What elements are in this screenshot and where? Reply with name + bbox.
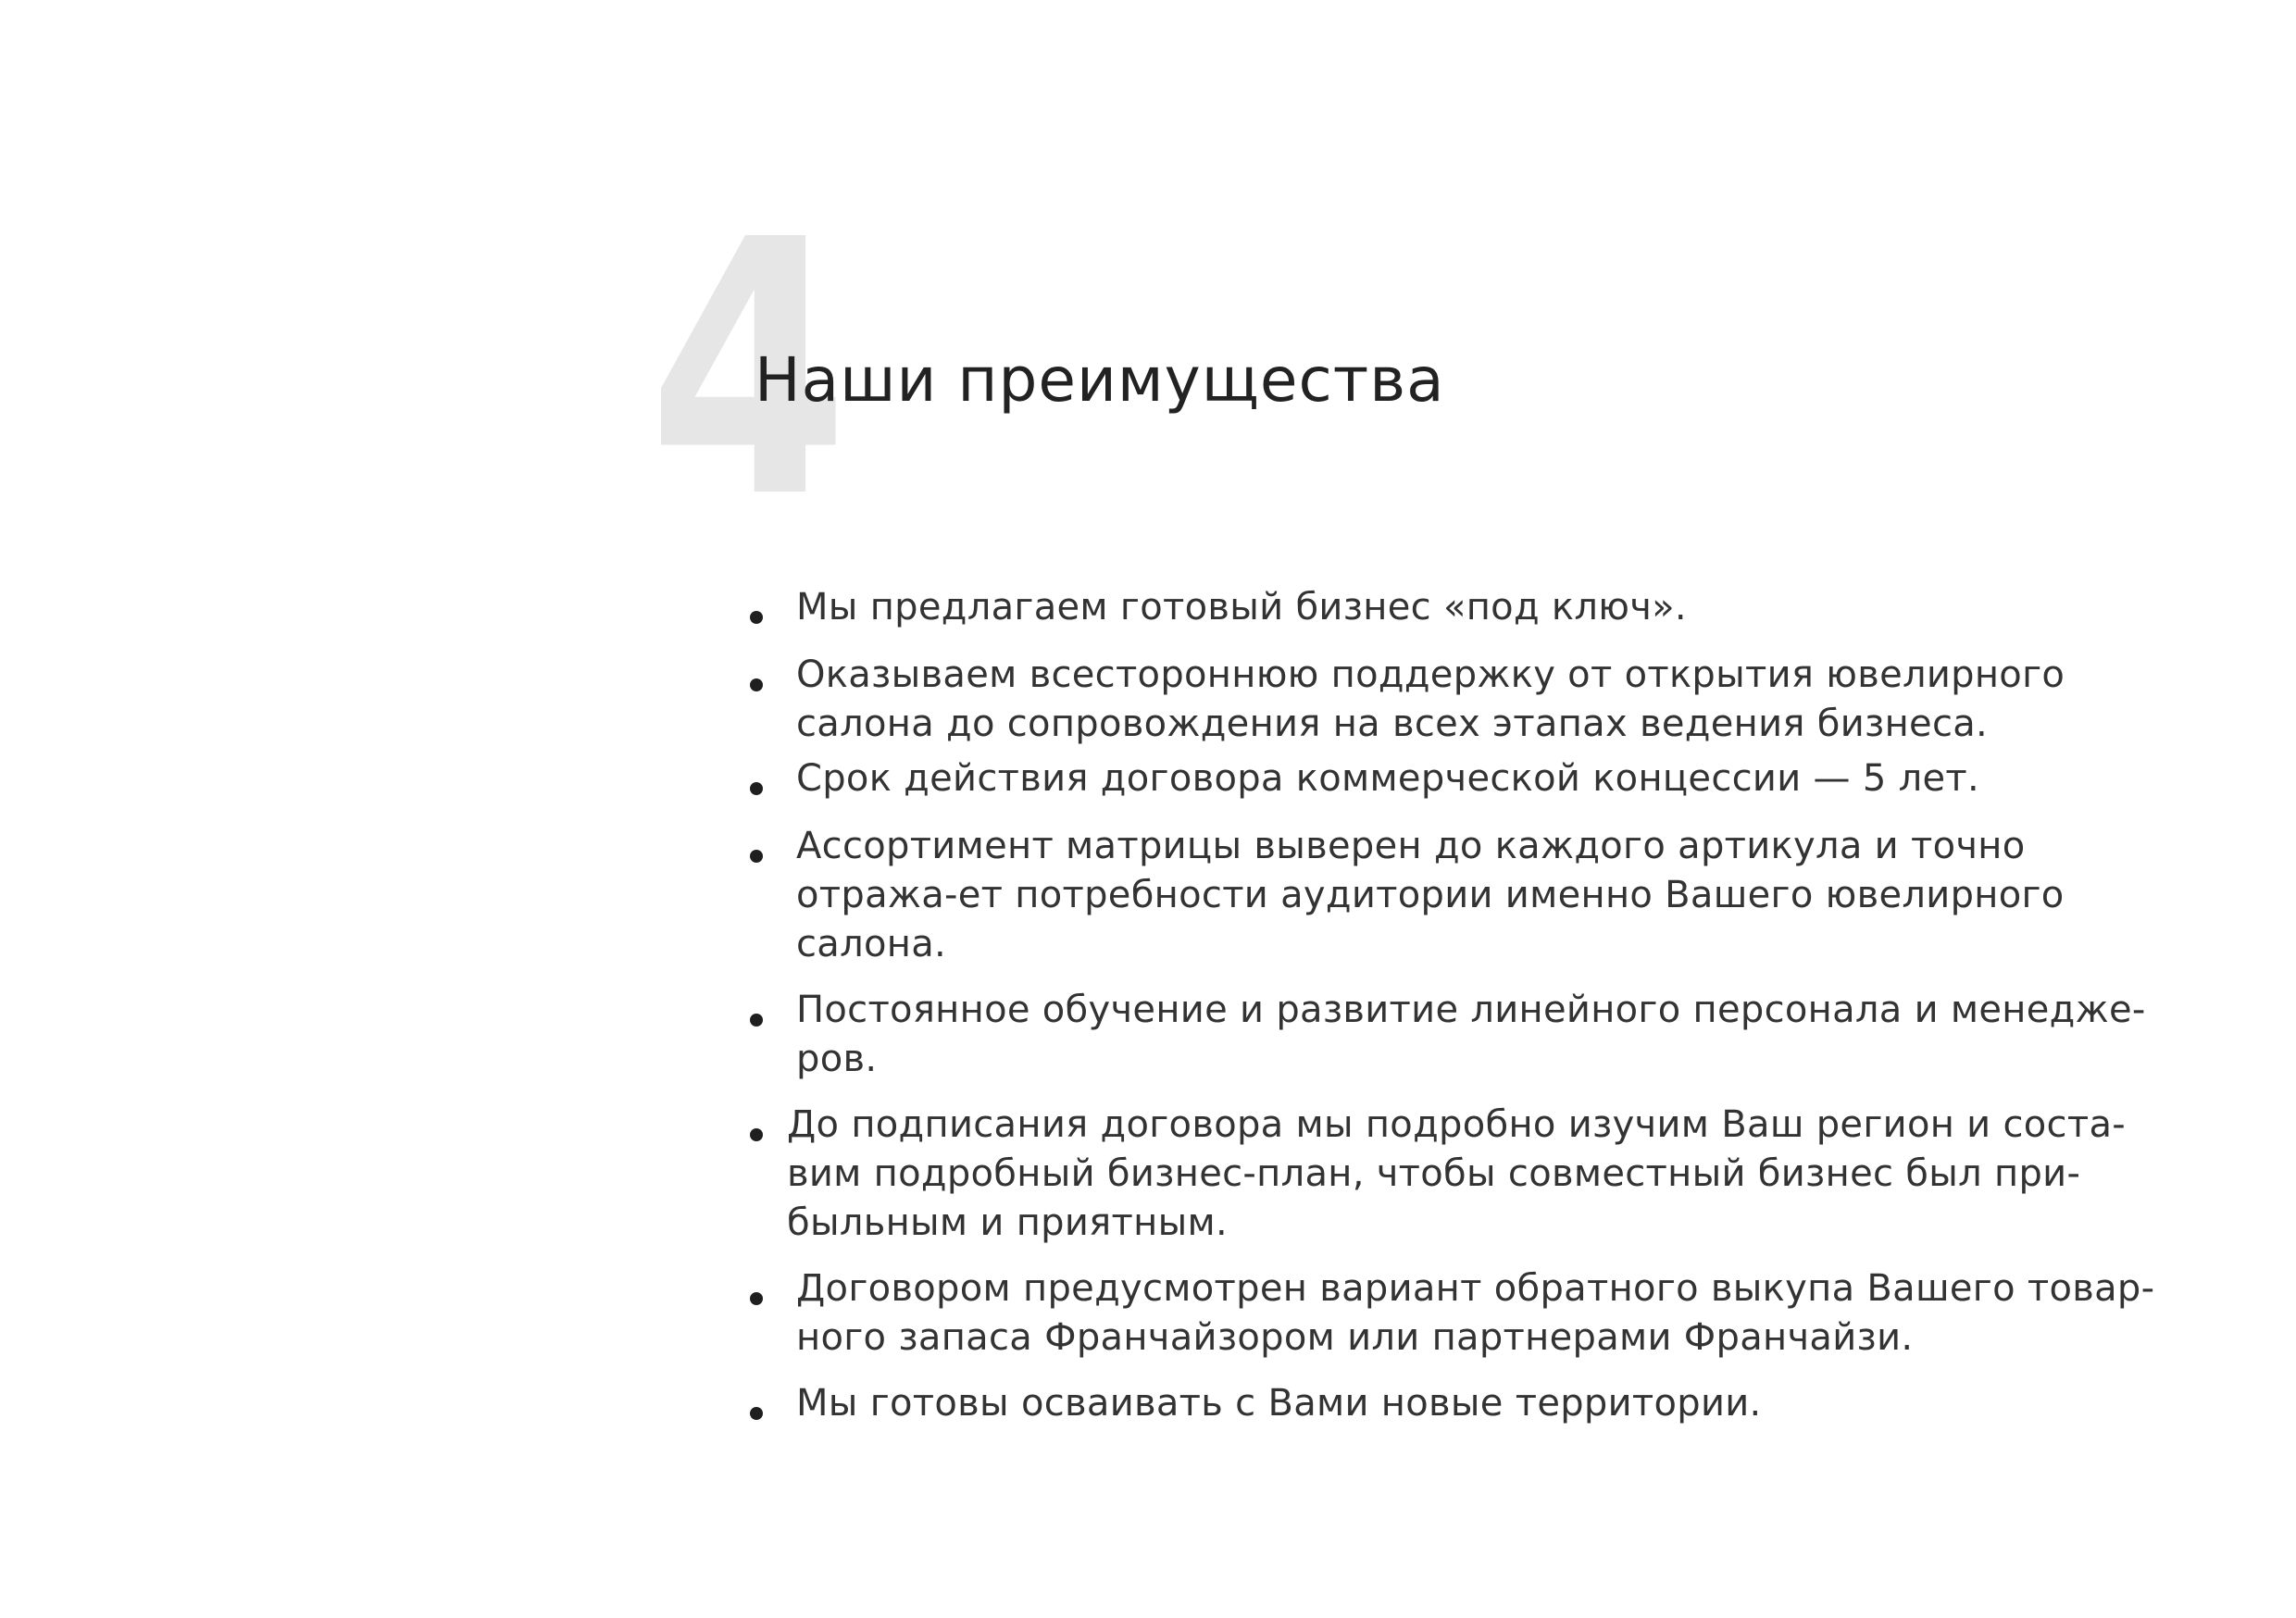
list-item-text: Мы предлагаем готовый бизнес «под ключ».: [796, 586, 1687, 629]
list-item: [750, 1264, 2194, 1363]
list-item: [750, 822, 2194, 969]
bullet-icon: [750, 782, 763, 795]
bullet-icon: [750, 1292, 763, 1305]
list-item-text: Оказываем всестороннюю поддержку от открытия ювелирного салона до сопровождения на всех этапах ведения бизнеса.: [796, 653, 2065, 745]
bullet-icon: [750, 1014, 763, 1027]
list-item: [750, 1101, 2194, 1248]
bullet-icon: [750, 1128, 763, 1141]
list-item: [750, 1379, 2194, 1428]
list-item-text: Постоянное обучение и развитие линейного персонала и менедже-ров.: [796, 989, 2146, 1080]
list-item-text: До подписания договора мы подробно изучим Ваш регион и соста-вим подробный бизнес-план, чтобы совместный бизнес был при-быльным и приятным.: [787, 1103, 2126, 1244]
bullet-icon: [750, 611, 763, 624]
list-item-text: Срок действия договора коммерческой концессии — 5 лет.: [796, 757, 1979, 800]
section-number: 4: [648, 165, 842, 575]
list-item-text: Мы готовы осваивать с Вами новые территории.: [796, 1382, 1762, 1425]
list-item: [750, 986, 2194, 1084]
bullet-icon: [750, 850, 763, 863]
advantages-list: [750, 583, 2194, 1428]
bullet-icon: [750, 678, 763, 691]
list-item-text: Ассортимент матрицы выверен до каждого артикула и точно отража-ет потребности аудитории именно Вашего ювелирного салона.: [796, 825, 2065, 965]
list-item: [750, 583, 2194, 632]
list-item: [750, 754, 2194, 803]
list-item-text: Договором предусмотрен вариант обратного выкупа Вашего товар-ного запаса Франчайзором или партнерами Франчайзи.: [796, 1267, 2155, 1359]
section-title: Наши преимущества: [755, 344, 1445, 416]
bullet-icon: [750, 1407, 763, 1420]
list-item: [750, 651, 2194, 749]
